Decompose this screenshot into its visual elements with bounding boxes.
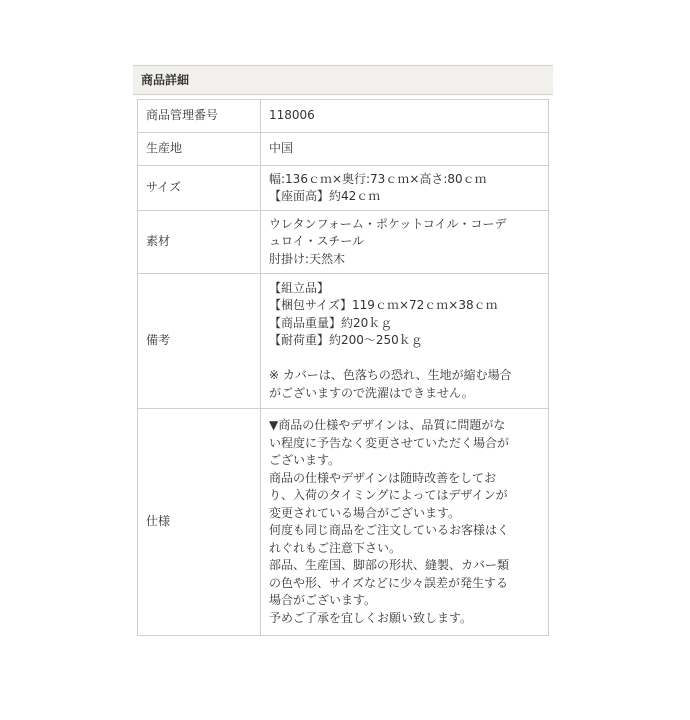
- spec-line: 場合がございます。: [269, 593, 377, 607]
- notes-line: 【組立品】: [269, 280, 330, 295]
- row-label-origin: 生産地: [138, 133, 261, 166]
- row-label-material: 素材: [138, 211, 261, 274]
- size-seat-height: 【座面高】約42ｃｍ: [269, 189, 381, 203]
- row-value-material: [261, 211, 549, 274]
- table-row-spec: [138, 409, 549, 636]
- spec-line: ▼商品の仕様やデザインは、品質に問題がな: [269, 418, 506, 432]
- notes-spacer: [269, 350, 540, 368]
- product-spec-table: [137, 99, 549, 636]
- row-label-notes: 備考: [138, 274, 261, 409]
- notes-caution-line: ※ カバーは、色落ちの恐れ、生地が縮む場合: [269, 368, 512, 383]
- material-line: ュロイ・スチール: [269, 234, 365, 249]
- row-value-spec: [261, 409, 549, 636]
- row-label-product-code: 商品管理番号: [138, 100, 261, 133]
- spec-line: り、入荷のタイミングによってはデザインが: [269, 488, 508, 502]
- row-label-size: サイズ: [138, 166, 261, 211]
- row-value-size: [261, 166, 549, 211]
- size-dimensions: 幅:136ｃｍ×奥行:73ｃｍ×高さ:80ｃｍ: [269, 171, 487, 186]
- spec-line: の色や形、サイズなどに少々誤差が発生する: [269, 575, 509, 590]
- notes-caution-line: がございますので洗濯はできません。: [269, 385, 474, 400]
- row-value-product-code: 118006: [261, 100, 549, 133]
- table-row-product-code: [138, 100, 549, 133]
- material-line: 肘掛け:天然木: [269, 251, 346, 266]
- table-row-size: [138, 166, 549, 211]
- notes-line: 【商品重量】約20ｋｇ: [269, 315, 393, 330]
- spec-line: ございます。: [269, 453, 341, 467]
- spec-line: 商品の仕様やデザインは随時改善をしてお: [269, 470, 497, 485]
- spec-line: 何度も同じ商品をご注文しているお客様はく: [269, 523, 510, 537]
- spec-line: 予めご了承を宜しくお願い致します。: [269, 610, 473, 625]
- product-details-panel: [133, 65, 553, 636]
- spec-line: れぐれもご注意下さい。: [269, 540, 402, 555]
- spec-line: い程度に予告なく変更させていただく場合が: [269, 435, 510, 450]
- row-value-origin: 中国: [261, 133, 549, 166]
- material-line: ウレタンフォーム・ポケットコイル・コーデ: [269, 216, 507, 231]
- notes-line: 【耐荷重】約200～250ｋｇ: [269, 333, 423, 348]
- spec-line: 変更されている場合がございます。: [269, 505, 461, 520]
- spec-line: 部品、生産国、脚部の形状、縫製、カバー類: [269, 558, 510, 572]
- section-title: 商品詳細: [133, 65, 553, 95]
- row-label-spec: 仕様: [138, 409, 261, 636]
- table-row-notes: [138, 274, 549, 409]
- row-value-notes: [261, 274, 549, 409]
- notes-line: 【梱包サイズ】119ｃｍ×72ｃｍ×38ｃｍ: [269, 298, 498, 313]
- table-row-material: [138, 211, 549, 274]
- table-row-origin: [138, 133, 549, 166]
